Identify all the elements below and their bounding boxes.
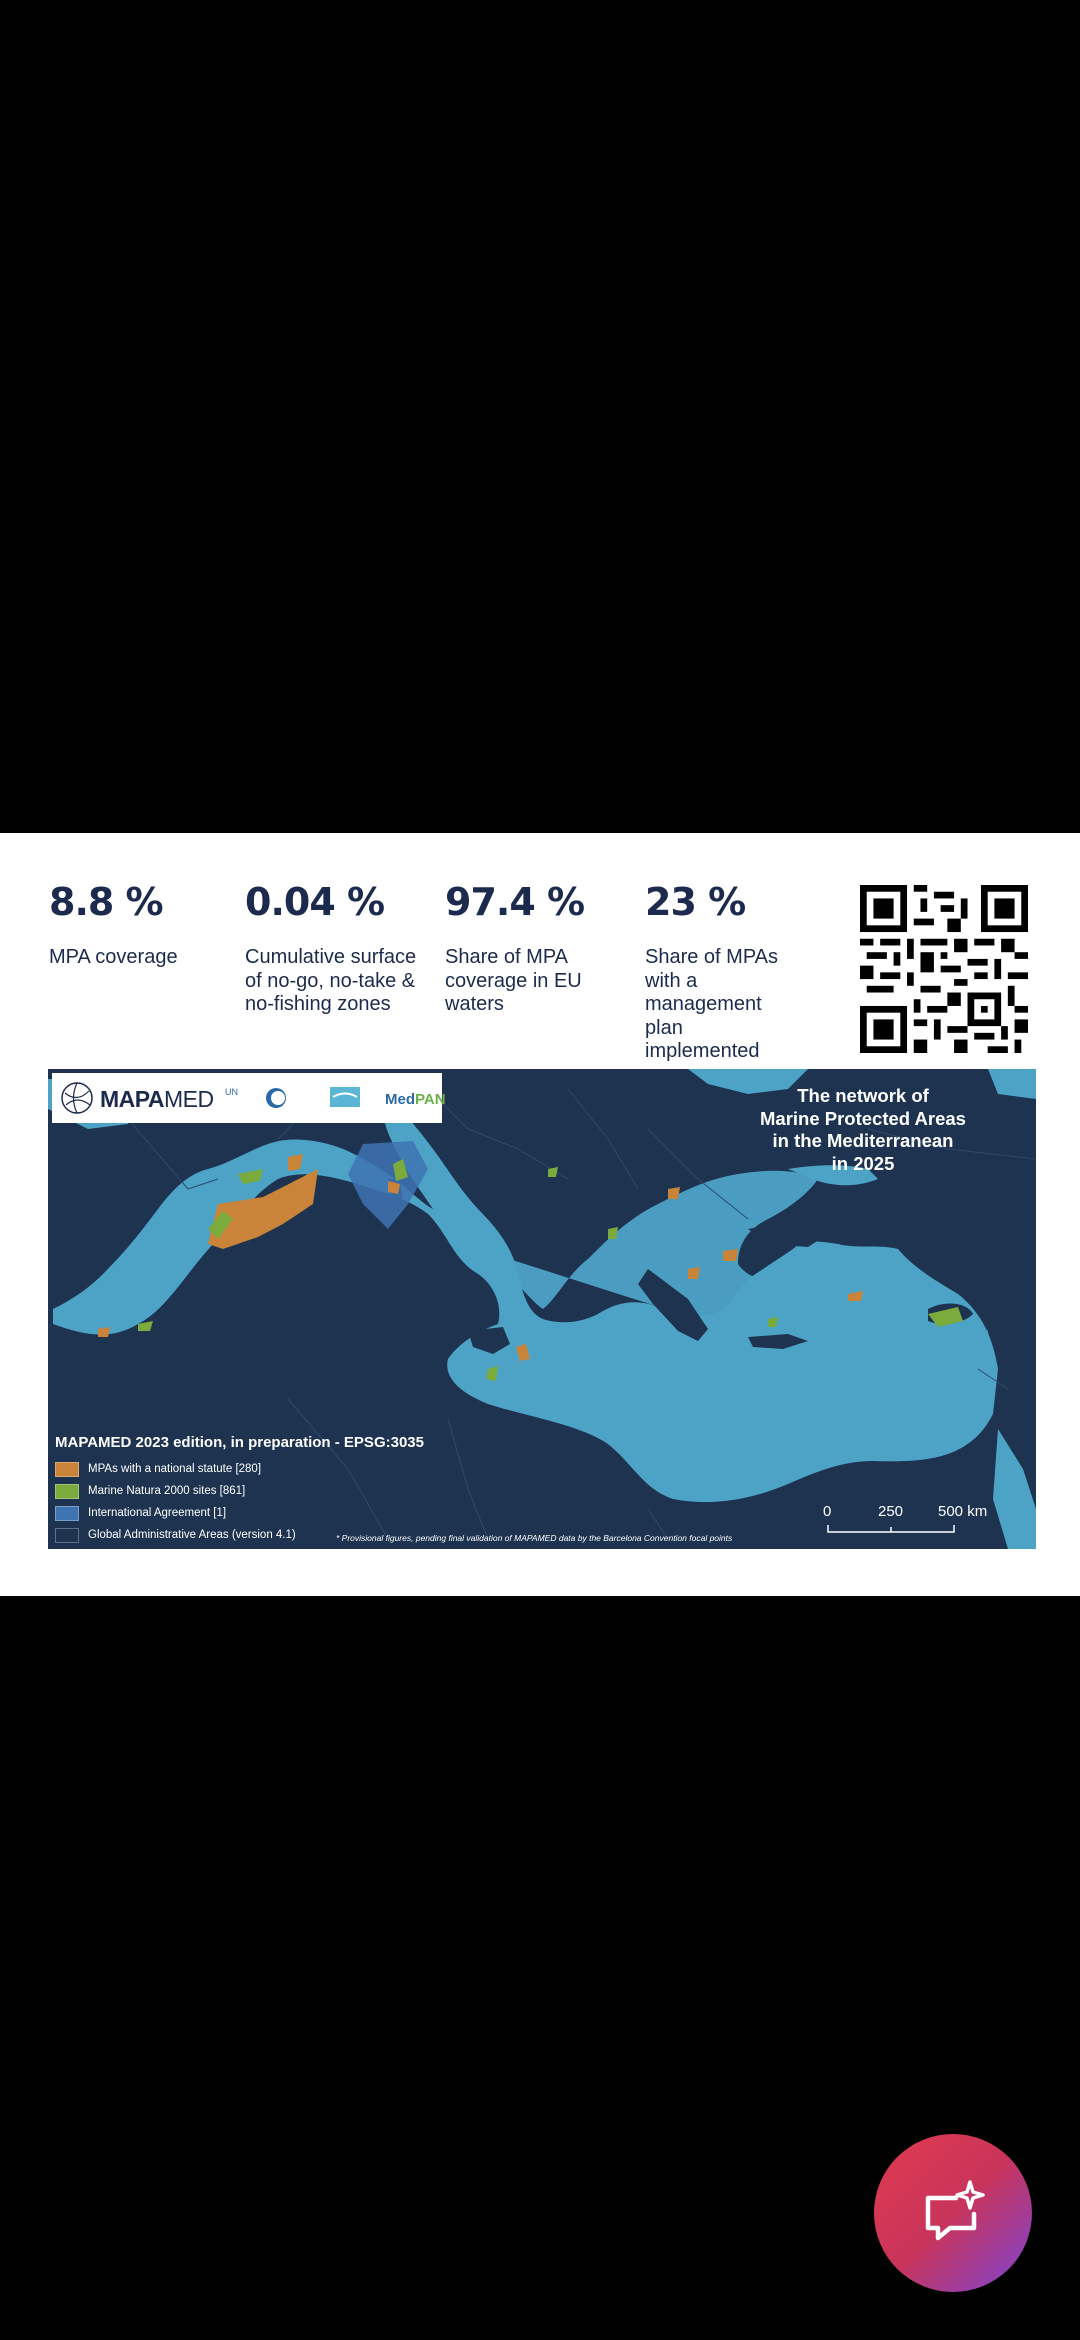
scale-bar xyxy=(828,1525,954,1532)
stat-label: Cumulative surface of no-go, no-take & no-fishing zones xyxy=(245,946,417,1015)
stat-label: Share of MPAs with a management plan implemented xyxy=(645,946,779,1062)
qr-code-icon[interactable] xyxy=(860,885,1028,1053)
stat-value: 8.8 % xyxy=(49,880,163,924)
map-edition: MAPAMED 2023 edition, in preparation - EPSG:3035 xyxy=(55,1434,424,1451)
stat-value: 23 % xyxy=(645,880,746,924)
mapamed-globe-icon xyxy=(60,1081,94,1115)
stat-value: 0.04 % xyxy=(245,880,385,924)
legend-swatch xyxy=(55,1462,79,1477)
legend-national-mpa: MPAs with a national statute [280] xyxy=(55,1462,261,1476)
mpa-network-map[interactable] xyxy=(48,1069,1036,1549)
medpan-logo: MedPAN xyxy=(385,1091,446,1108)
legend-international-agreement: International Agreement [1] xyxy=(55,1506,226,1520)
un-environment-logo: UN xyxy=(225,1087,238,1097)
logo-banner xyxy=(52,1073,446,1123)
stat-label: MPA coverage xyxy=(49,946,178,968)
chat-assistant-button[interactable] xyxy=(874,2134,1032,2292)
chat-sparkle-icon xyxy=(918,2176,990,2248)
stats-card xyxy=(0,833,1080,1596)
stat-mpa-coverage xyxy=(49,880,178,970)
map-footnote: * Provisional figures, pending final validation of MAPAMED data by the Barcelona Convention focal points xyxy=(336,1533,733,1543)
stat-eu-waters xyxy=(445,880,605,1017)
legend-swatch xyxy=(55,1506,79,1521)
stat-label: Share of MPA coverage in EU waters xyxy=(445,946,582,1015)
stat-value: 97.4 % xyxy=(445,880,585,924)
stat-no-take-zones xyxy=(245,880,425,1017)
scale-label: 250 xyxy=(878,1503,904,1520)
legend-swatch xyxy=(55,1528,79,1543)
mapamed-logo: MAPAMED xyxy=(100,1086,214,1112)
spa-rac-icon xyxy=(330,1087,360,1107)
scale-label: 0 xyxy=(823,1503,832,1520)
map-title: The network of Marine Protected Areas in the Mediterranean in 2025 xyxy=(760,1085,966,1174)
scale-label: 500 km xyxy=(938,1503,988,1520)
mediterranean-action-plan-icon xyxy=(264,1086,290,1110)
legend-swatch xyxy=(55,1484,79,1499)
legend-natura-2000: Marine Natura 2000 sites [861] xyxy=(55,1484,245,1498)
stat-management-plan xyxy=(645,880,795,1064)
legend-admin-areas: Global Administrative Areas (version 4.1) xyxy=(55,1528,296,1542)
